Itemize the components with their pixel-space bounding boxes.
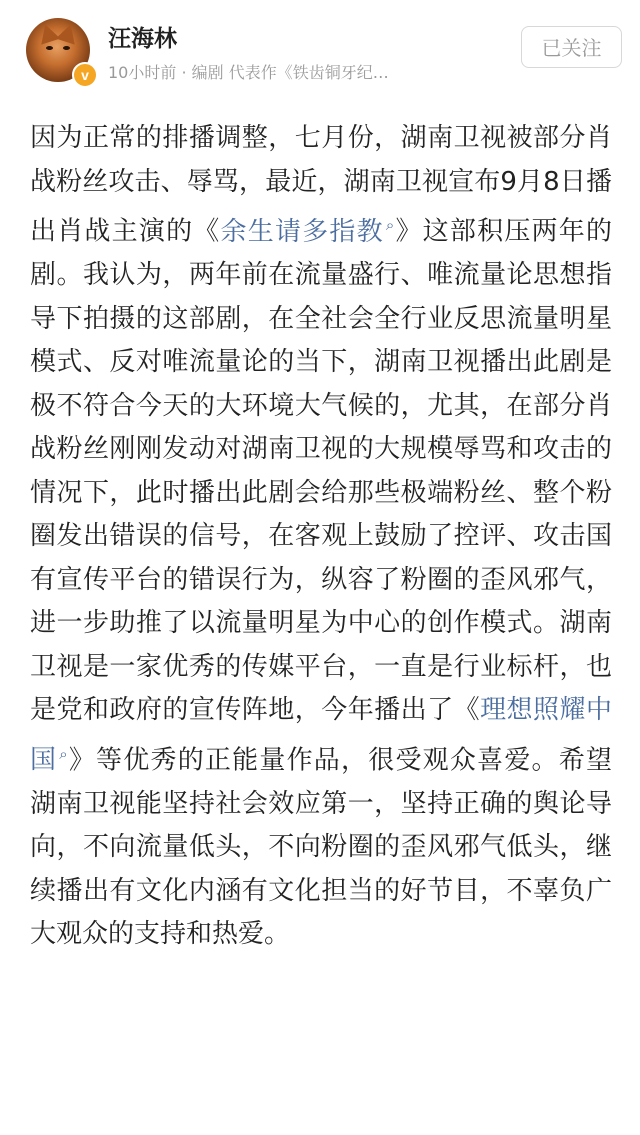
post-text-segment: 因为正常的排播调整，七月份，湖南卫视被部分肖战粉丝攻击、辱骂，最近，湖南卫视宣布9月8日播出肖战主演的《 — [30, 123, 612, 247]
magnifier-icon: ⌕ — [59, 744, 68, 763]
topic-link-label: 理想照耀中国 — [30, 695, 612, 776]
post-text-segment: 》这部积压两年的剧。我认为，两年前在流量盛行、唯流量论思想指导下拍摄的这部剧，在全社会全行业反思流量明星模式、反对唯流量论的当下，湖南卫视播出此剧是极不符合今天的大环境大气候的，尤其，在部分肖战粉丝刚刚发动对湖南卫视的大规模辱骂和攻击的情况下，此时播出此剧会给那些极端粉丝、整个粉圈发出错误的信号，在客观上鼓励了控评、攻击国有宣传平台的错误行为，纵容了粉圈的歪风邪气，进一步助推了以流量明星为中心的创作模式。湖南卫视是一家优秀的传媒平台，一直是行业标杆，也是党和政府的宣传阵地，今年播出了《 — [30, 216, 612, 726]
post-body — [30, 117, 612, 957]
verified-badge-icon: v — [72, 62, 98, 88]
topic-link-label: 余生请多指教 — [220, 216, 384, 247]
user-name[interactable]: 汪海林 — [108, 26, 177, 52]
post-text-segment: 》等优秀的正能量作品，很受观众喜爱。希望湖南卫视能坚持社会效应第一，坚持正确的舆论导向，不向流量低头，不向粉圈的歪风邪气低头，继续播出有文化内涵有文化担当的好节目，不辜负广大观众的支持和热爱。 — [30, 745, 612, 950]
post-meta: 10小时前 · 编剧 代表作《铁齿铜牙纪… — [108, 63, 389, 82]
avatar-cat-eye-right — [63, 46, 70, 50]
topic-link[interactable] — [221, 217, 395, 247]
avatar-cat-eye-left — [46, 46, 53, 50]
follow-button[interactable]: 已关注 — [521, 26, 622, 68]
magnifier-icon: ⌕ — [385, 216, 395, 234]
avatar-cat-ear-right — [56, 21, 81, 44]
post-header — [0, 0, 640, 96]
